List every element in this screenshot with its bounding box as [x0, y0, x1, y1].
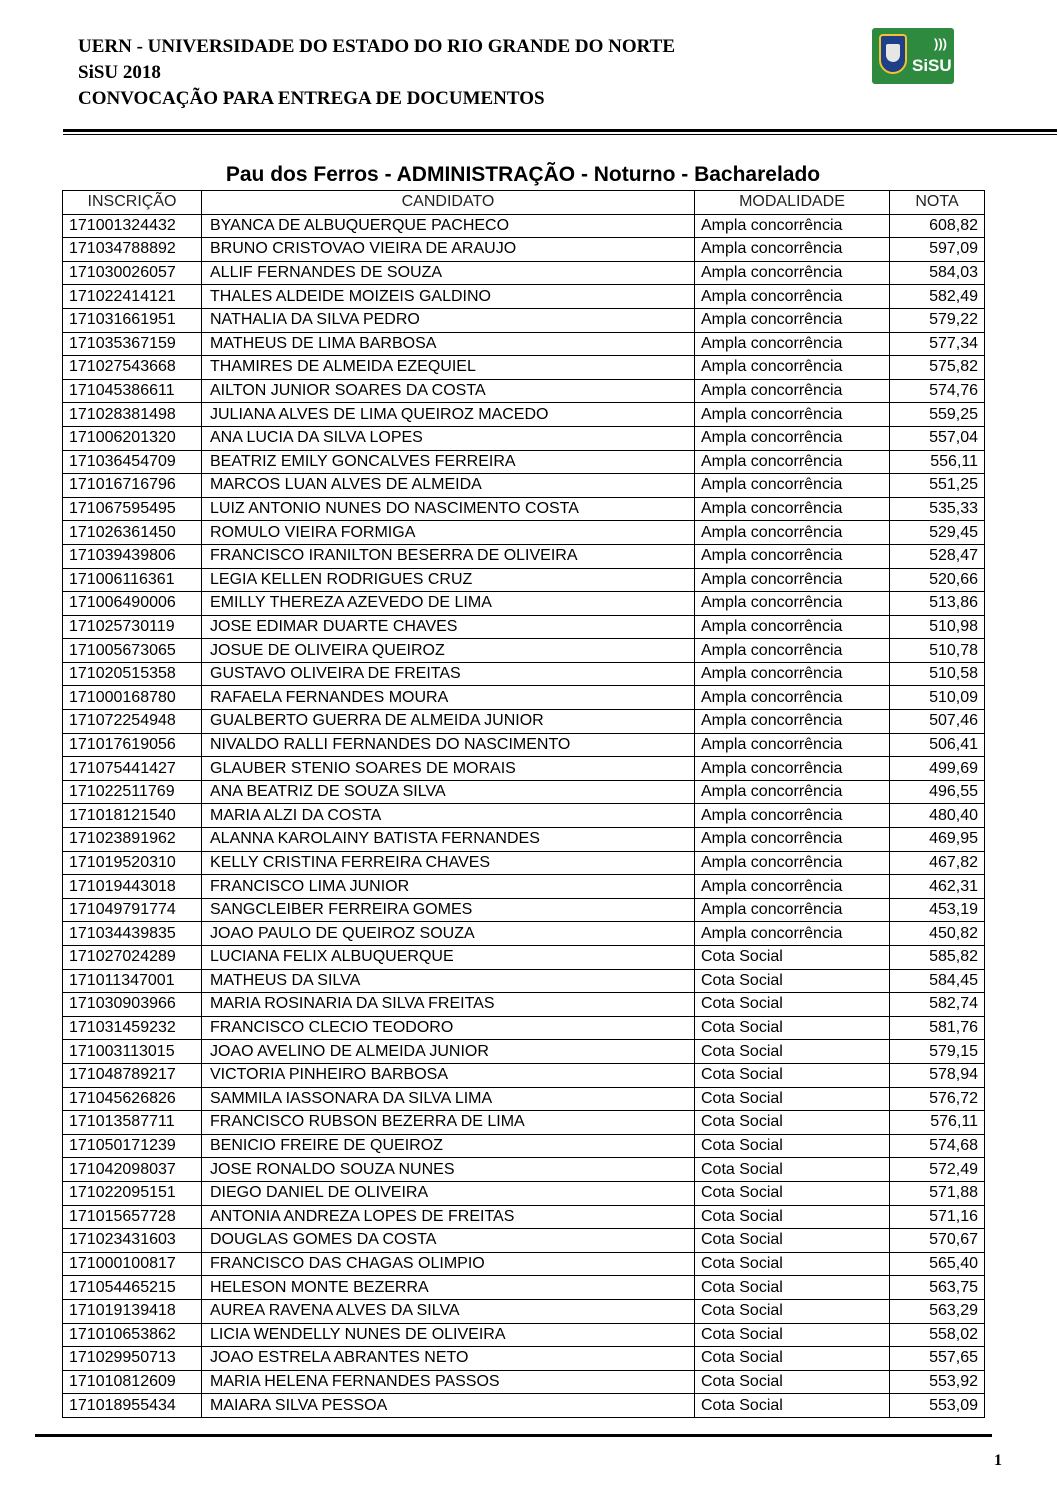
cell-candidato: MAIARA SILVA PESSOA — [202, 1394, 695, 1418]
cell-inscricao: 171072254948 — [63, 710, 202, 734]
logo-text: SiSU — [912, 56, 952, 75]
table-row — [63, 1347, 985, 1371]
cell-candidato: NATHALIA DA SILVA PEDRO — [202, 308, 695, 332]
cell-modalidade: Ampla concorrência — [695, 521, 890, 545]
table-row — [63, 308, 985, 332]
cell-candidato: GUSTAVO OLIVEIRA DE FREITAS — [202, 662, 695, 686]
cell-modalidade: Ampla concorrência — [695, 592, 890, 616]
table-row — [63, 780, 985, 804]
cell-nota: 535,33 — [890, 497, 985, 521]
cell-candidato: ANA BEATRIZ DE SOUZA SILVA — [202, 780, 695, 804]
cell-nota: 565,40 — [890, 1252, 985, 1276]
cell-inscricao: 171029950713 — [63, 1347, 202, 1371]
cell-candidato: JOAO PAULO DE QUEIROZ SOUZA — [202, 922, 695, 946]
table-row — [63, 804, 985, 828]
cell-nota: 563,29 — [890, 1299, 985, 1323]
cell-nota: 462,31 — [890, 875, 985, 899]
cell-nota: 499,69 — [890, 757, 985, 781]
cell-inscricao: 171027024289 — [63, 946, 202, 970]
cell-nota: 570,67 — [890, 1229, 985, 1253]
cell-candidato: LICIA WENDELLY NUNES DE OLIVEIRA — [202, 1323, 695, 1347]
cell-inscricao: 171001324432 — [63, 214, 202, 238]
cell-candidato: FRANCISCO RUBSON BEZERRA DE LIMA — [202, 1111, 695, 1135]
cell-nota: 572,49 — [890, 1158, 985, 1182]
cell-modalidade: Ampla concorrência — [695, 733, 890, 757]
table-row — [63, 1040, 985, 1064]
cell-candidato: ANA LUCIA DA SILVA LOPES — [202, 426, 695, 450]
cell-modalidade: Cota Social — [695, 1158, 890, 1182]
table-row — [63, 497, 985, 521]
cell-nota: 520,66 — [890, 568, 985, 592]
table-row — [63, 828, 985, 852]
cell-candidato: BRUNO CRISTOVAO VIEIRA DE ARAUJO — [202, 238, 695, 262]
cell-inscricao: 171023431603 — [63, 1229, 202, 1253]
cell-nota: 579,15 — [890, 1040, 985, 1064]
cell-nota: 608,82 — [890, 214, 985, 238]
cell-candidato: MARIA HELENA FERNANDES PASSOS — [202, 1370, 695, 1394]
cell-candidato: KELLY CRISTINA FERREIRA CHAVES — [202, 851, 695, 875]
cell-inscricao: 171010653862 — [63, 1323, 202, 1347]
cell-inscricao: 171025730119 — [63, 615, 202, 639]
cell-modalidade: Ampla concorrência — [695, 308, 890, 332]
cell-nota: 581,76 — [890, 1016, 985, 1040]
cell-candidato: LUIZ ANTONIO NUNES DO NASCIMENTO COSTA — [202, 497, 695, 521]
cell-inscricao: 171022414121 — [63, 285, 202, 309]
cell-candidato: LEGIA KELLEN RODRIGUES CRUZ — [202, 568, 695, 592]
cell-modalidade: Ampla concorrência — [695, 757, 890, 781]
cell-candidato: HELESON MONTE BEZERRA — [202, 1276, 695, 1300]
page-number: 1 — [994, 1452, 1002, 1469]
cell-candidato: BENICIO FREIRE DE QUEIROZ — [202, 1134, 695, 1158]
cell-candidato: THALES ALDEIDE MOIZEIS GALDINO — [202, 285, 695, 309]
table-row — [63, 1323, 985, 1347]
candidates-table — [62, 190, 985, 1418]
cell-modalidade: Cota Social — [695, 1229, 890, 1253]
cell-inscricao: 171006201320 — [63, 426, 202, 450]
cell-inscricao: 171018955434 — [63, 1394, 202, 1418]
cell-inscricao: 171031661951 — [63, 308, 202, 332]
cell-nota: 553,92 — [890, 1370, 985, 1394]
cell-modalidade: Ampla concorrência — [695, 780, 890, 804]
cell-inscricao: 171000100817 — [63, 1252, 202, 1276]
table-row — [63, 1087, 985, 1111]
cell-candidato: AUREA RAVENA ALVES DA SILVA — [202, 1299, 695, 1323]
cell-modalidade: Cota Social — [695, 1276, 890, 1300]
table-row — [63, 1370, 985, 1394]
cell-modalidade: Ampla concorrência — [695, 285, 890, 309]
header-rule — [63, 129, 1057, 132]
footer-rule — [35, 1434, 992, 1437]
cell-nota: 510,78 — [890, 639, 985, 663]
cell-modalidade: Ampla concorrência — [695, 875, 890, 899]
table-row — [63, 1229, 985, 1253]
cell-inscricao: 171030026057 — [63, 261, 202, 285]
table-header-row — [63, 191, 985, 215]
table-row — [63, 686, 985, 710]
cell-nota: 559,25 — [890, 403, 985, 427]
document-header — [78, 34, 675, 112]
cell-inscricao: 171067595495 — [63, 497, 202, 521]
table-row — [63, 1205, 985, 1229]
cell-inscricao: 171019139418 — [63, 1299, 202, 1323]
table-row — [63, 993, 985, 1017]
table-row — [63, 615, 985, 639]
cell-nota: 575,82 — [890, 356, 985, 380]
cell-candidato: JOSE EDIMAR DUARTE CHAVES — [202, 615, 695, 639]
column-header-inscricao: INSCRIÇÃO — [63, 191, 202, 215]
cell-candidato: FRANCISCO CLECIO TEODORO — [202, 1016, 695, 1040]
cell-modalidade: Ampla concorrência — [695, 214, 890, 238]
table-row — [63, 568, 985, 592]
table-row — [63, 1158, 985, 1182]
table-row — [63, 1276, 985, 1300]
cell-modalidade: Cota Social — [695, 1323, 890, 1347]
cell-inscricao: 171030903966 — [63, 993, 202, 1017]
cell-modalidade: Ampla concorrência — [695, 922, 890, 946]
cell-inscricao: 171013587711 — [63, 1111, 202, 1135]
cell-modalidade: Ampla concorrência — [695, 710, 890, 734]
cell-inscricao: 171003113015 — [63, 1040, 202, 1064]
table-row — [63, 474, 985, 498]
shield-icon — [879, 34, 907, 74]
table-row — [63, 710, 985, 734]
header-subject: CONVOCAÇÃO PARA ENTREGA DE DOCUMENTOS — [78, 88, 545, 109]
cell-candidato: MARIA ALZI DA COSTA — [202, 804, 695, 828]
cell-nota: 467,82 — [890, 851, 985, 875]
cell-modalidade: Ampla concorrência — [695, 615, 890, 639]
cell-modalidade: Ampla concorrência — [695, 686, 890, 710]
table-row — [63, 922, 985, 946]
cell-inscricao: 171039439806 — [63, 544, 202, 568]
cell-nota: 453,19 — [890, 898, 985, 922]
column-header-candidato: CANDIDATO — [202, 191, 695, 215]
cell-candidato: JOAO AVELINO DE ALMEIDA JUNIOR — [202, 1040, 695, 1064]
cell-candidato: ALLIF FERNANDES DE SOUZA — [202, 261, 695, 285]
cell-candidato: GLAUBER STENIO SOARES DE MORAIS — [202, 757, 695, 781]
cell-candidato: MATHEUS DE LIMA BARBOSA — [202, 332, 695, 356]
table-row — [63, 1181, 985, 1205]
table-row — [63, 969, 985, 993]
cell-modalidade: Ampla concorrência — [695, 426, 890, 450]
table-row — [63, 851, 985, 875]
table-row — [63, 875, 985, 899]
cell-modalidade: Ampla concorrência — [695, 379, 890, 403]
cell-modalidade: Ampla concorrência — [695, 497, 890, 521]
cell-inscricao: 171034439835 — [63, 922, 202, 946]
cell-inscricao: 171020515358 — [63, 662, 202, 686]
cell-nota: 450,82 — [890, 922, 985, 946]
cell-inscricao: 171023891962 — [63, 828, 202, 852]
cell-nota: 597,09 — [890, 238, 985, 262]
cell-inscricao: 171026361450 — [63, 521, 202, 545]
cell-inscricao: 171015657728 — [63, 1205, 202, 1229]
cell-inscricao: 171035367159 — [63, 332, 202, 356]
cell-modalidade: Cota Social — [695, 1205, 890, 1229]
cell-nota: 553,09 — [890, 1394, 985, 1418]
cell-candidato: DIEGO DANIEL DE OLIVEIRA — [202, 1181, 695, 1205]
header-rule-thin — [63, 134, 1057, 135]
cell-candidato: RAFAELA FERNANDES MOURA — [202, 686, 695, 710]
header-institution: UERN - UNIVERSIDADE DO ESTADO DO RIO GRANDE DO NORTE — [78, 36, 676, 57]
cell-candidato: EMILLY THEREZA AZEVEDO DE LIMA — [202, 592, 695, 616]
table-row — [63, 285, 985, 309]
cell-modalidade: Ampla concorrência — [695, 332, 890, 356]
cell-modalidade: Ampla concorrência — [695, 474, 890, 498]
cell-modalidade: Cota Social — [695, 946, 890, 970]
cell-nota: 551,25 — [890, 474, 985, 498]
cell-nota: 584,45 — [890, 969, 985, 993]
table-row — [63, 1134, 985, 1158]
cell-inscricao: 171011347001 — [63, 969, 202, 993]
cell-inscricao: 171048789217 — [63, 1063, 202, 1087]
cell-modalidade: Cota Social — [695, 1299, 890, 1323]
cell-candidato: ANTONIA ANDREZA LOPES DE FREITAS — [202, 1205, 695, 1229]
cell-inscricao: 171019520310 — [63, 851, 202, 875]
cell-candidato: NIVALDO RALLI FERNANDES DO NASCIMENTO — [202, 733, 695, 757]
cell-modalidade: Cota Social — [695, 993, 890, 1017]
cell-modalidade: Ampla concorrência — [695, 639, 890, 663]
cell-modalidade: Cota Social — [695, 1063, 890, 1087]
cell-modalidade: Cota Social — [695, 1252, 890, 1276]
table-row — [63, 238, 985, 262]
cell-nota: 469,95 — [890, 828, 985, 852]
cell-nota: 480,40 — [890, 804, 985, 828]
cell-nota: 576,72 — [890, 1087, 985, 1111]
cell-nota: 510,98 — [890, 615, 985, 639]
cell-nota: 578,94 — [890, 1063, 985, 1087]
table-row — [63, 1016, 985, 1040]
cell-candidato: MARCOS LUAN ALVES DE ALMEIDA — [202, 474, 695, 498]
cell-nota: 582,74 — [890, 993, 985, 1017]
table-row — [63, 426, 985, 450]
cell-candidato: ALANNA KAROLAINY BATISTA FERNANDES — [202, 828, 695, 852]
cell-modalidade: Cota Social — [695, 1347, 890, 1371]
cell-nota: 579,22 — [890, 308, 985, 332]
table-row — [63, 757, 985, 781]
column-header-nota: NOTA — [890, 191, 985, 215]
cell-inscricao: 171006490006 — [63, 592, 202, 616]
cell-inscricao: 171075441427 — [63, 757, 202, 781]
cell-modalidade: Ampla concorrência — [695, 450, 890, 474]
table-row — [63, 1299, 985, 1323]
cell-inscricao: 171022511769 — [63, 780, 202, 804]
table-row — [63, 356, 985, 380]
cell-candidato: JOAO ESTRELA ABRANTES NETO — [202, 1347, 695, 1371]
table-body — [63, 214, 985, 1417]
cell-inscricao: 171049791774 — [63, 898, 202, 922]
cell-nota: 585,82 — [890, 946, 985, 970]
cell-candidato: VICTORIA PINHEIRO BARBOSA — [202, 1063, 695, 1087]
cell-nota: 529,45 — [890, 521, 985, 545]
cell-nota: 571,16 — [890, 1205, 985, 1229]
cell-modalidade: Cota Social — [695, 1111, 890, 1135]
cell-nota: 506,41 — [890, 733, 985, 757]
cell-nota: 557,65 — [890, 1347, 985, 1371]
cell-inscricao: 171045386611 — [63, 379, 202, 403]
cell-candidato: AILTON JUNIOR SOARES DA COSTA — [202, 379, 695, 403]
cell-inscricao: 171016716796 — [63, 474, 202, 498]
cell-modalidade: Ampla concorrência — [695, 804, 890, 828]
cell-inscricao: 171034788892 — [63, 238, 202, 262]
cell-candidato: SAMMILA IASSONARA DA SILVA LIMA — [202, 1087, 695, 1111]
cell-inscricao: 171017619056 — [63, 733, 202, 757]
cell-modalidade: Ampla concorrência — [695, 261, 890, 285]
table-row — [63, 1394, 985, 1418]
table-row — [63, 1252, 985, 1276]
cell-inscricao: 171022095151 — [63, 1181, 202, 1205]
cell-modalidade: Ampla concorrência — [695, 568, 890, 592]
cell-modalidade: Cota Social — [695, 1016, 890, 1040]
cell-inscricao: 171045626826 — [63, 1087, 202, 1111]
cell-inscricao: 171006116361 — [63, 568, 202, 592]
cell-modalidade: Ampla concorrência — [695, 403, 890, 427]
cell-inscricao: 171050171239 — [63, 1134, 202, 1158]
cell-nota: 510,58 — [890, 662, 985, 686]
table-row — [63, 898, 985, 922]
page-title: Pau dos Ferros - ADMINISTRAÇÃO - Noturno - Bacharelado — [225, 163, 821, 186]
cell-inscricao: 171005673065 — [63, 639, 202, 663]
cell-nota: 557,04 — [890, 426, 985, 450]
header-program: SiSU 2018 — [78, 62, 161, 83]
cell-modalidade: Ampla concorrência — [695, 356, 890, 380]
cell-candidato: MATHEUS DA SILVA — [202, 969, 695, 993]
cell-candidato: FRANCISCO LIMA JUNIOR — [202, 875, 695, 899]
cell-modalidade: Ampla concorrência — [695, 898, 890, 922]
cell-nota: 507,46 — [890, 710, 985, 734]
cell-modalidade: Cota Social — [695, 1394, 890, 1418]
table-row — [63, 639, 985, 663]
table-row — [63, 332, 985, 356]
cell-inscricao: 171018121540 — [63, 804, 202, 828]
cell-candidato: MARIA ROSINARIA DA SILVA FREITAS — [202, 993, 695, 1017]
cell-modalidade: Cota Social — [695, 1134, 890, 1158]
cell-modalidade: Cota Social — [695, 969, 890, 993]
cell-candidato: GUALBERTO GUERRA DE ALMEIDA JUNIOR — [202, 710, 695, 734]
table-row — [63, 592, 985, 616]
table-row — [63, 450, 985, 474]
cell-nota: 528,47 — [890, 544, 985, 568]
table-row — [63, 379, 985, 403]
cell-nota: 574,76 — [890, 379, 985, 403]
cell-modalidade: Ampla concorrência — [695, 238, 890, 262]
cell-candidato: BYANCA DE ALBUQUERQUE PACHECO — [202, 214, 695, 238]
cell-nota: 556,11 — [890, 450, 985, 474]
cell-nota: 584,03 — [890, 261, 985, 285]
cell-nota: 496,55 — [890, 780, 985, 804]
table-row — [63, 403, 985, 427]
cell-inscricao: 171027543668 — [63, 356, 202, 380]
cell-candidato: JULIANA ALVES DE LIMA QUEIROZ MACEDO — [202, 403, 695, 427]
cell-modalidade: Ampla concorrência — [695, 662, 890, 686]
column-header-modalidade: MODALIDADE — [695, 191, 890, 215]
cell-candidato: JOSUE DE OLIVEIRA QUEIROZ — [202, 639, 695, 663]
cell-nota: 563,75 — [890, 1276, 985, 1300]
cell-candidato: FRANCISCO DAS CHAGAS OLIMPIO — [202, 1252, 695, 1276]
cell-nota: 577,34 — [890, 332, 985, 356]
cell-inscricao: 171019443018 — [63, 875, 202, 899]
table-row — [63, 261, 985, 285]
table-row — [63, 1063, 985, 1087]
table-row — [63, 662, 985, 686]
cell-candidato: FRANCISCO IRANILTON BESERRA DE OLIVEIRA — [202, 544, 695, 568]
cell-candidato: LUCIANA FELIX ALBUQUERQUE — [202, 946, 695, 970]
cell-candidato: THAMIRES DE ALMEIDA EZEQUIEL — [202, 356, 695, 380]
cell-inscricao: 171042098037 — [63, 1158, 202, 1182]
table-row — [63, 214, 985, 238]
cell-candidato: DOUGLAS GOMES DA COSTA — [202, 1229, 695, 1253]
uern-sisu-logo — [872, 28, 954, 84]
table-row — [63, 946, 985, 970]
cell-candidato: SANGCLEIBER FERREIRA GOMES — [202, 898, 695, 922]
cell-candidato: ROMULO VIEIRA FORMIGA — [202, 521, 695, 545]
cell-nota: 558,02 — [890, 1323, 985, 1347]
signal-waves-icon: ))) — [934, 36, 947, 51]
cell-nota: 571,88 — [890, 1181, 985, 1205]
cell-candidato: JOSE RONALDO SOUZA NUNES — [202, 1158, 695, 1182]
cell-modalidade: Cota Social — [695, 1040, 890, 1064]
cell-nota: 513,86 — [890, 592, 985, 616]
cell-nota: 582,49 — [890, 285, 985, 309]
cell-nota: 574,68 — [890, 1134, 985, 1158]
cell-nota: 510,09 — [890, 686, 985, 710]
cell-modalidade: Ampla concorrência — [695, 544, 890, 568]
cell-inscricao: 171000168780 — [63, 686, 202, 710]
cell-inscricao: 171028381498 — [63, 403, 202, 427]
table-row — [63, 1111, 985, 1135]
table-row — [63, 544, 985, 568]
cell-inscricao: 171031459232 — [63, 1016, 202, 1040]
cell-modalidade: Cota Social — [695, 1181, 890, 1205]
cell-candidato: BEATRIZ EMILY GONCALVES FERREIRA — [202, 450, 695, 474]
table-row — [63, 521, 985, 545]
cell-inscricao: 171036454709 — [63, 450, 202, 474]
cell-modalidade: Cota Social — [695, 1087, 890, 1111]
table-row — [63, 733, 985, 757]
cell-modalidade: Ampla concorrência — [695, 828, 890, 852]
cell-modalidade: Cota Social — [695, 1370, 890, 1394]
cell-modalidade: Ampla concorrência — [695, 851, 890, 875]
cell-inscricao: 171054465215 — [63, 1276, 202, 1300]
cell-inscricao: 171010812609 — [63, 1370, 202, 1394]
cell-nota: 576,11 — [890, 1111, 985, 1135]
